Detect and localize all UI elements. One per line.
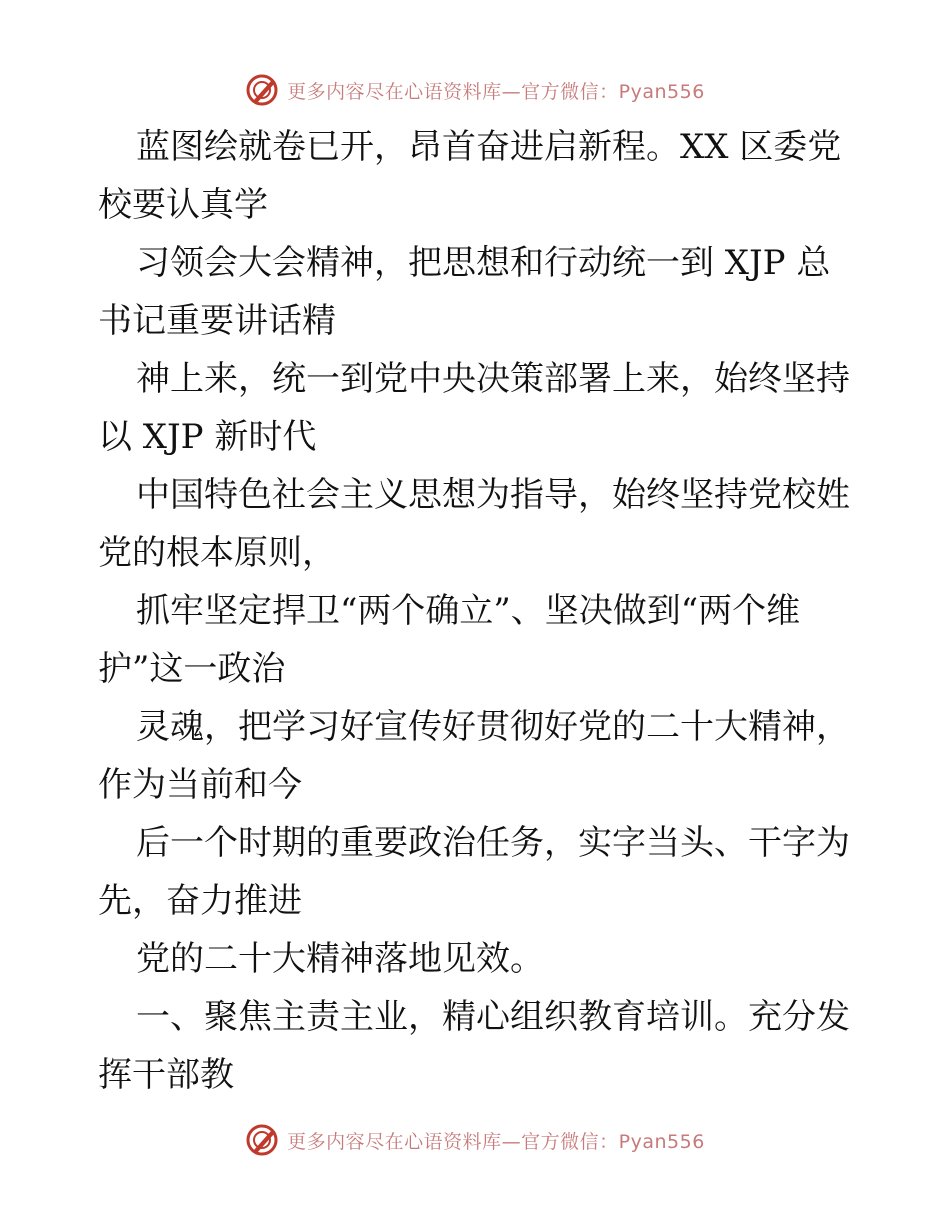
watermark-text: 更多内容尽在心语资料库—官方微信：Pyan556 xyxy=(287,1130,705,1153)
text-line: 护”这一政治 xyxy=(98,649,286,689)
text-line: 作为当前和今 xyxy=(98,765,302,805)
watermark-footer xyxy=(0,1120,950,1160)
watermark-header xyxy=(0,70,950,110)
text-line: 党的二十大精神落地见效。 xyxy=(136,939,544,979)
text-line: 中国特色社会主义思想为指导，始终坚持党校姓 xyxy=(136,475,850,515)
watermark-text: 更多内容尽在心语资料库—官方微信：Pyan556 xyxy=(287,80,705,103)
text-line: 以 XJP 新时代 xyxy=(98,417,317,457)
text-line: 校要认真学 xyxy=(98,185,268,225)
document-body xyxy=(98,118,858,1104)
text-line: 灵魂，把学习好宣传好贯彻好党的二十大精神， xyxy=(136,707,850,747)
text-line: 党的根本原则， xyxy=(98,533,336,573)
text-line: 一、聚焦主责主业，精心组织教育培训。充分发 xyxy=(136,997,850,1037)
text-line: 抓牢坚定捍卫“两个确立”、坚决做到“两个维 xyxy=(136,591,801,631)
text-line: 习领会大会精神，把思想和行动统一到 XJP 总 xyxy=(136,243,831,283)
text-line: 蓝图绘就卷已开，昂首奋进启新程。XX 区委党 xyxy=(136,127,842,167)
pen-logo-icon xyxy=(245,73,279,107)
text-line: 后一个时期的重要政治任务，实字当头、干字为 xyxy=(136,823,850,863)
text-line: 书记重要讲话精 xyxy=(98,301,336,341)
text-line: 挥干部教 xyxy=(98,1055,234,1095)
text-line: 先，奋力推进 xyxy=(98,881,302,921)
pen-logo-icon xyxy=(245,1123,279,1157)
text-line: 神上来，统一到党中央决策部署上来，始终坚持 xyxy=(136,359,850,399)
